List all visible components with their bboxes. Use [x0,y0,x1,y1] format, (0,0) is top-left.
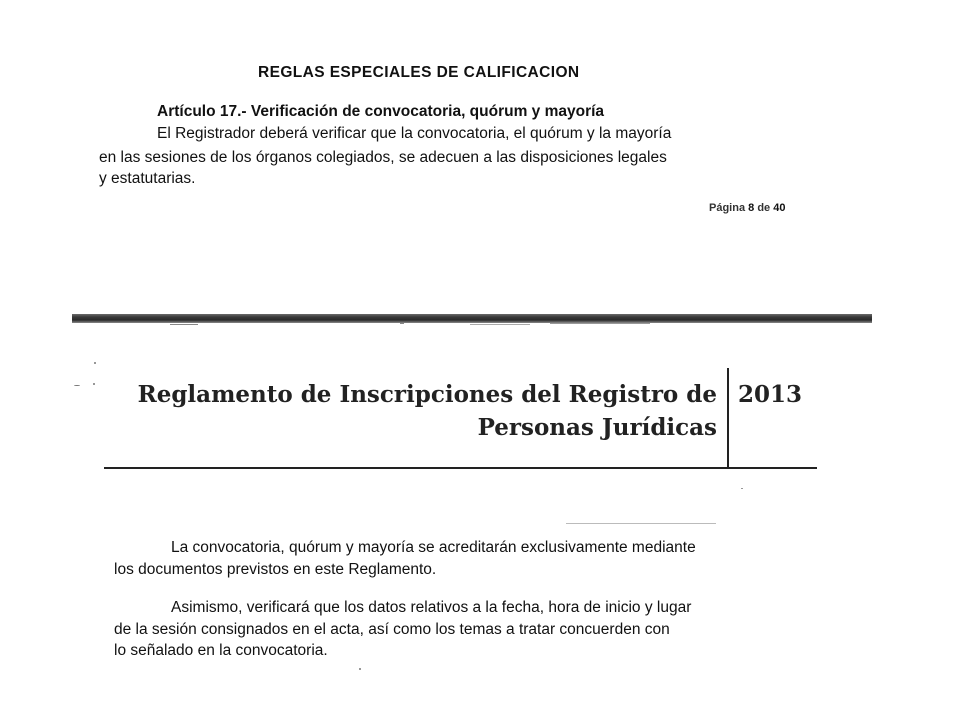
body-text-line: Asimismo, verificará que los datos relativos a la fecha, hora de inicio y lugar [171,599,692,616]
scan-mark [74,385,80,386]
page-label: Página [709,202,746,214]
header-underline [104,467,817,469]
scan-mark [359,668,361,670]
page-separator [72,314,872,323]
scan-mark [566,523,716,524]
page-of: de [757,202,771,214]
scan-specks [170,323,690,327]
article-text-line: y estatutarias. [99,170,196,187]
scan-mark [94,362,96,364]
scan-mark [741,488,743,489]
regulation-title-line: Personas Jurídicas [477,414,717,441]
regulation-title [105,378,717,444]
page-current: 8 [748,202,755,214]
header-vertical-rule [727,368,729,468]
regulation-title-line: Reglamento de Inscripciones del Registro de [137,381,717,408]
scan-mark [93,383,95,385]
body-text-line: La convocatoria, quórum y mayoría se acreditarán exclusivamente mediante [171,539,696,556]
article-text-line: El Registrador deberá verificar que la convocatoria, el quórum y la mayoría [157,125,672,142]
page-number [709,202,785,214]
regulation-year: 2013 [738,381,803,408]
article-title: Artículo 17.- Verificación de convocatoria, quórum y mayoría [157,103,605,120]
body-text-line: los documentos previstos en este Reglamento. [114,561,437,578]
section-heading: REGLAS ESPECIALES DE CALIFICACION [258,64,580,80]
body-text-line: lo señalado en la convocatoria. [114,642,328,659]
body-text-line: de la sesión consignados en el acta, así como los temas a tratar concuerden con [114,621,670,638]
article-text-line: en las sesiones de los órganos colegiados, se adecuen a las disposiciones legales [99,149,667,166]
page-total: 40 [773,202,786,214]
